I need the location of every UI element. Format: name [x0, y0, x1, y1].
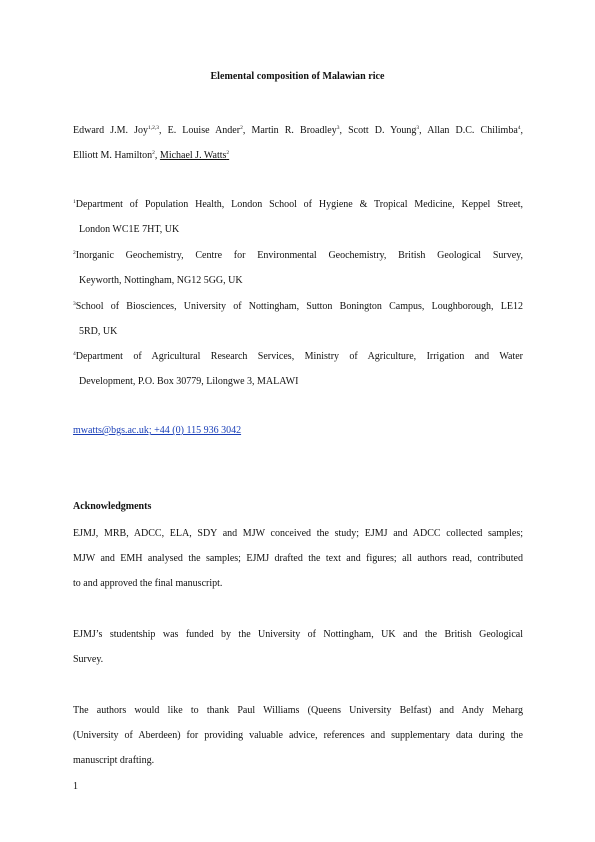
author: Martin R. Broadley$^3$, — [251, 125, 349, 136]
contact-email-link[interactable]: mwatts@bgs.ac.uk; +44 (0) 115 936 3042 — [73, 425, 242, 436]
author: Edward J.M. Joy$^{1,2,3}$, — [73, 125, 168, 136]
author: Allan D.C. Chilimba$^4$, — [427, 125, 524, 136]
acknowledgments-heading: Acknowledgments — [73, 501, 152, 512]
corresponding-author: Michael J. Watts$^2$ — [159, 150, 230, 161]
affiliation-3: $^3$School of Biosciences, University of Nottingham, Sutton Bonington Campus, Loughborough, LE12 5RD, UK — [73, 301, 523, 337]
affiliation-2: $^2$Inorganic Geochemistry, Centre for Environmental Geochemistry, British Geological Survey, Keyworth, Nottingham, NG12 5GG, UK — [73, 250, 523, 286]
affiliation-4: $^4$Department of Agricultural Research Services, Ministry of Agriculture, Irrigation and Water Development, P.O. Box 30779, Lilongwe 3, MALAWI — [73, 351, 523, 387]
paper-title: Elemental composition of Malawian rice — [210, 71, 385, 82]
author: Scott D. Young$^3$, — [348, 125, 428, 136]
acknowledgments-paragraph-3: The authors would like to thank Paul Williams (Queens University Belfast) and Andy Meharg (University of Aberdeen) for providing valuable advice, references and supplementary data during the manuscript drafting. — [73, 705, 523, 766]
author-list — [73, 118, 523, 168]
page-number: 1 — [73, 781, 78, 792]
author-line-1 — [73, 118, 523, 143]
author: Elliott M. Hamilton$^2$, — [73, 150, 160, 161]
acknowledgments-paragraph-1: EJMJ, MRB, ADCC, ELA, SDY and MJW conceived the study; EJMJ and ADCC collected samples; MJW and EMH analysed the samples; EJMJ drafted the text and figures; all authors read, contributed to and approved the final manuscript. — [73, 528, 523, 589]
acknowledgments-paragraph-2: EJMJ’s studentship was funded by the University of Nottingham, UK and the British Geological Survey. — [73, 629, 523, 665]
affiliation-1: $^1$Department of Population Health, London School of Hygiene & Tropical Medicine, Keppel Street, London WC1E 7HT, UK — [73, 199, 523, 235]
author-line-2 — [73, 143, 523, 168]
author: E. Louise Ander$^2$, — [167, 125, 252, 136]
